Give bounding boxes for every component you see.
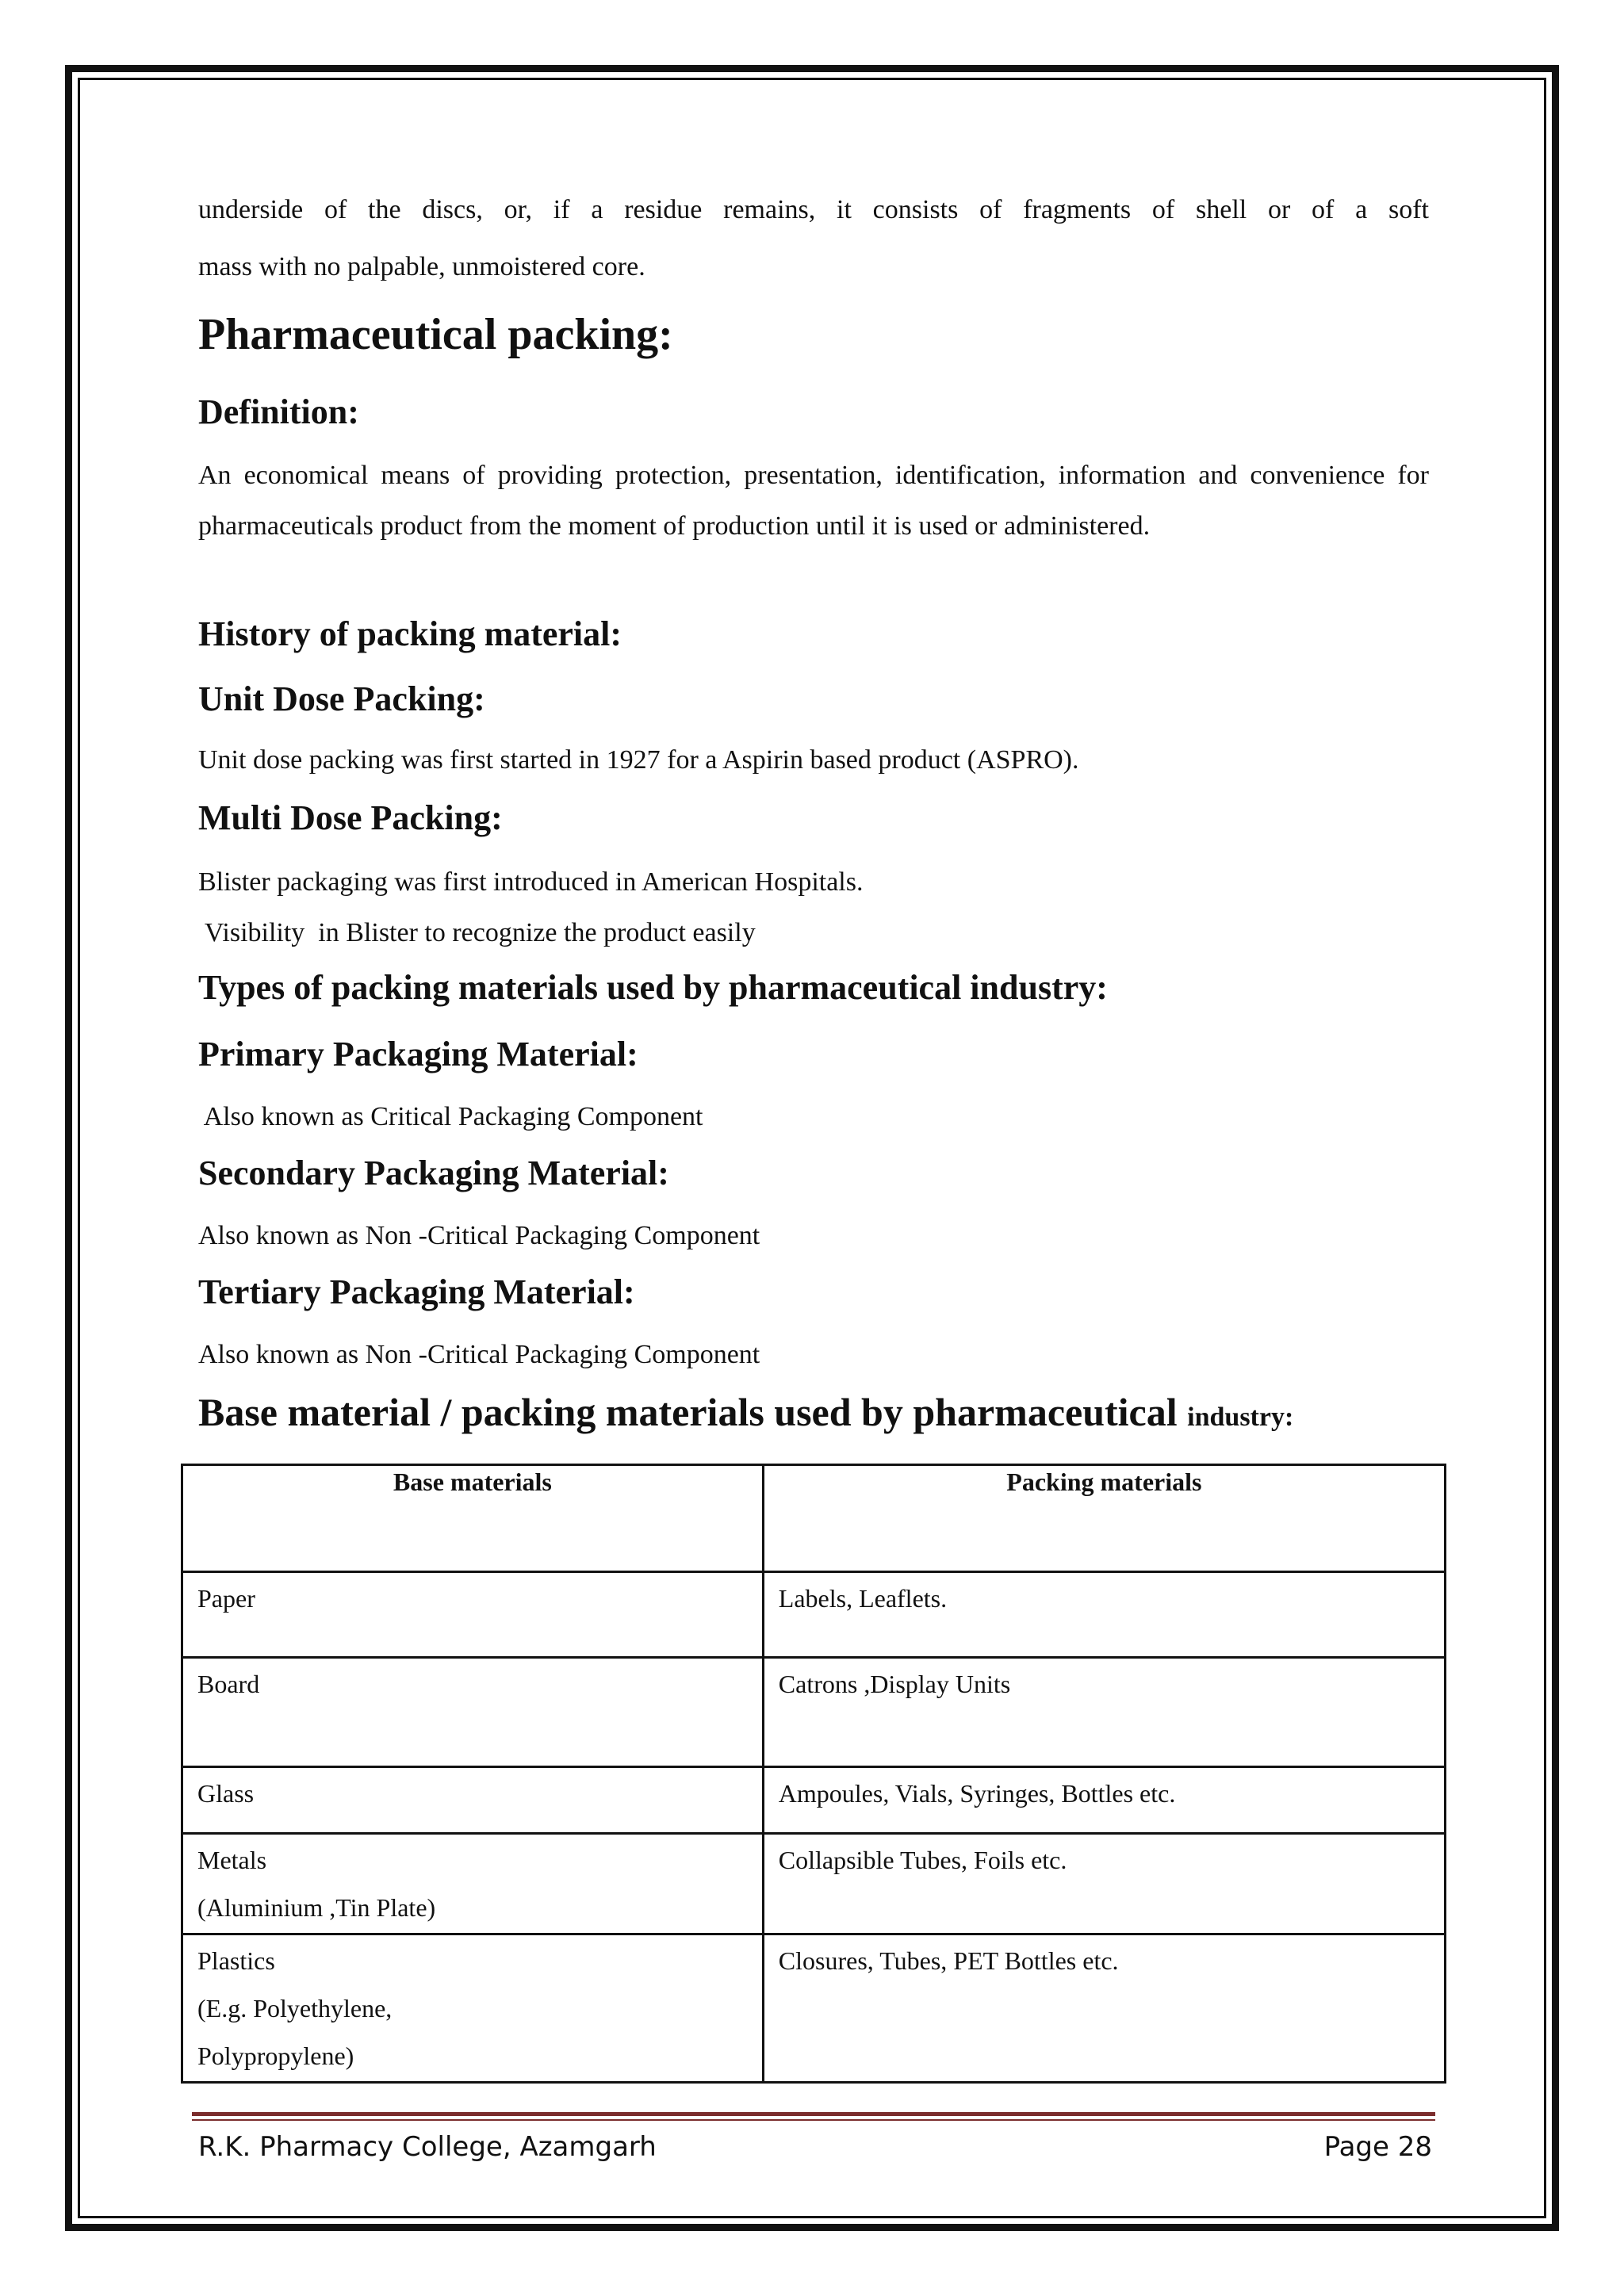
base-heading (198, 1389, 1293, 1435)
materials-table (181, 1464, 1446, 2084)
footer-rule-thin (192, 2119, 1435, 2121)
table-header-row (182, 1465, 1446, 1572)
multi-dose-text-1: Blister packaging was first introduced in American Hospitals. (198, 867, 864, 897)
primary-heading: Primary Packaging Material: (198, 1035, 638, 1073)
cell-base-line: Paper (197, 1584, 255, 1613)
primary-text: Also known as Critical Packaging Component (198, 1102, 703, 1131)
cell-base-line: (E.g. Polyethylene, (197, 1994, 393, 2022)
base-heading-main: Base material / packing materials used by pharmaceutical (198, 1390, 1178, 1434)
page-footer (198, 2131, 1432, 2171)
cell-base (182, 1934, 764, 2083)
history-heading: History of packing material: (198, 614, 622, 653)
cell-base (182, 1834, 764, 1934)
intro-line-2: mass with no palpable, unmoistered core. (198, 252, 645, 281)
header-packing-materials: Packing materials (763, 1465, 1445, 1572)
footer-page-number: Page 28 (1323, 2131, 1432, 2163)
cell-packing: Closures, Tubes, PET Bottles etc. (763, 1934, 1445, 2083)
table-row (182, 1572, 1446, 1658)
cell-base (182, 1658, 764, 1767)
cell-base-line: Board (197, 1670, 260, 1698)
table-row (182, 1934, 1446, 2083)
base-heading-small: industry: (1187, 1402, 1294, 1432)
multi-dose-text-2: Visibility in Blister to recognize the product easily (198, 918, 756, 947)
table-row (182, 1658, 1446, 1767)
cell-base-line: Polypropylene) (197, 2042, 354, 2070)
unit-dose-heading: Unit Dose Packing: (198, 679, 485, 718)
unit-dose-text: Unit dose packing was first started in 1927 for a Aspirin based product (ASPRO). (198, 745, 1079, 775)
definition-heading: Definition: (198, 392, 359, 431)
tertiary-text: Also known as Non -Critical Packaging Component (198, 1340, 760, 1369)
multi-dose-heading: Multi Dose Packing: (198, 798, 503, 837)
page-title: Pharmaceutical packing: (198, 310, 673, 359)
cell-packing: Collapsible Tubes, Foils etc. (763, 1834, 1445, 1934)
secondary-text: Also known as Non -Critical Packaging Component (198, 1221, 760, 1250)
cell-base (182, 1572, 764, 1658)
cell-packing: Catrons ,Display Units (763, 1658, 1445, 1767)
footer-rule-thick (192, 2112, 1435, 2116)
definition-text: An economical means of providing protection, presentation, identification, information and convenience for pharmaceuticals product from the moment of production until it is used or administered. (198, 461, 1429, 541)
tertiary-heading: Tertiary Packaging Material: (198, 1272, 635, 1311)
types-heading: Types of packing materials used by pharmaceutical industry: (198, 968, 1108, 1007)
cell-base (182, 1767, 764, 1834)
table-row (182, 1834, 1446, 1934)
cell-base-line: Metals (197, 1846, 267, 1874)
cell-base-line: Glass (197, 1779, 255, 1808)
cell-packing: Ampoules, Vials, Syringes, Bottles etc. (763, 1767, 1445, 1834)
secondary-heading: Secondary Packaging Material: (198, 1154, 669, 1192)
header-base-materials: Base materials (182, 1465, 764, 1572)
cell-base-line: (Aluminium ,Tin Plate) (197, 1893, 436, 1922)
cell-packing: Labels, Leaflets. (763, 1572, 1445, 1658)
table-row (182, 1767, 1446, 1834)
cell-base-line: Plastics (197, 1946, 275, 1975)
footer-college-name: R.K. Pharmacy College, Azamgarh (198, 2131, 657, 2163)
intro-line-1: underside of the discs, or, if a residue remains, it consists of fragments of shell or of a soft (198, 195, 1429, 224)
